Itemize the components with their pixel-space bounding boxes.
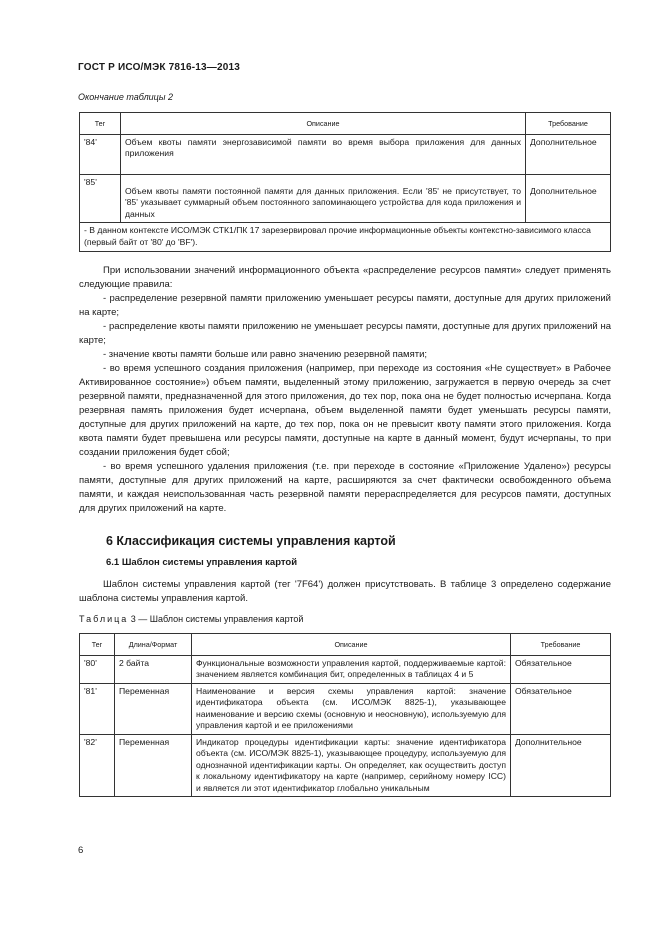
column-header-description: Описание (192, 634, 511, 656)
table-row (80, 174, 611, 223)
table-2 (79, 112, 611, 252)
row-requirement (526, 174, 611, 223)
row-tag: '85' (80, 174, 121, 223)
row-description: Наименование и версия схемы управления картой: значение идентификатора объекта (см. ИСО/МЭК 8825-1), указывающее наименование и версию схемы (основную и неосновную), используемую для управления картой и ее приложениями (192, 683, 511, 734)
row-requirement: Дополнительное (511, 734, 611, 797)
row-format: Переменная (115, 683, 192, 734)
row-format: 2 байта (115, 655, 192, 683)
table-2-note: - В данном контексте ИСО/МЭК СТК1/ПК 17 зарезервировал прочие информационные объекты контекстно-зависимого класса (первый байт от '80' до 'BF'). (80, 223, 611, 252)
section-title: 6 Классификация системы управления картой (106, 534, 396, 548)
table-row (80, 655, 611, 683)
row-requirement: Дополнительное (526, 134, 611, 174)
row-tag: '82' (80, 734, 115, 797)
rule-item: - значение квоты памяти больше или равно значению резервной памяти; (103, 349, 428, 360)
column-header-format: Длина/Формат (115, 634, 192, 656)
row-description-text: Объем квоты памяти энергозависимой памяти во время выбора приложения для данных приложения (125, 136, 521, 158)
column-header-description: Описание (121, 113, 526, 135)
table-3-header-row (80, 634, 611, 656)
table-2-header-row (80, 113, 611, 135)
row-spacer (530, 177, 606, 186)
row-tag: '84' (80, 134, 121, 174)
row-description: Индикатор процедуры идентификации карты: значение идентификатора объекта (см. ИСО/МЭК 8825-1), указывающее процедуру, используемую для однозначной идентификации карты. Он определяет, как осуществить доступ к локальному идентификатору на карте (например, серийному номеру ICC) и является ли этот идентификатор глобально уникальным (192, 734, 511, 797)
document-header: ГОСТ Р ИСО/МЭК 7816-13—2013 (78, 62, 241, 73)
row-tag: '80' (80, 655, 115, 683)
table-3-caption-prefix: Таблица (79, 614, 129, 624)
column-header-tag: Тег (80, 113, 121, 135)
table-note-row (80, 223, 611, 252)
rule-item: - во время успешного создания приложения (например, при переходе из состояния «Не существует» в Рабочее Активированное состояние») объем памяти, выделенный этому приложению, загружается в первую очередь за счет резервной памяти, предназначенной для этого приложения, до тех пор, пока она не будет полностью исчерпана. Когда резервная память приложения будет исчерпана, объем выделенной памяти будет уменьшать ресурсы памяти, доступные для других приложений на карте, до тех пор, пока он не превысит квоту памяти этого приложения. Когда квота памяти будет превышена или ресурсы памяти, доступные на карте в данный момент, будут исчерпаны, то при создании приложения будет сбой; (79, 363, 611, 458)
row-format: Переменная (115, 734, 192, 797)
column-header-requirement: Требование (526, 113, 611, 135)
rules-intro: При использовании значений информационного объекта «распределение ресурсов памяти» следует применять следующие правила: (79, 265, 611, 290)
table-row (80, 134, 611, 174)
table-3 (79, 633, 611, 797)
subsection-title: 6.1 Шаблон системы управления картой (106, 557, 298, 568)
section-paragraph-text: Шаблон системы управления картой (тег '7F64') должен присутствовать. В таблице 3 определено содержание шаблона системы управления картой. (79, 579, 611, 604)
memory-rules (79, 264, 611, 516)
row-spacer (125, 160, 521, 172)
rule-item: - во время успешного удаления приложения (т.е. при переходе в состояние «Приложение Удалено») ресурсы памяти, доступные для других приложений на карте, расширяются за счет фактически освобожденного объема памяти, и каждая неиспользованная часть резервной памяти перераспределяется для ресурсов памяти, доступных для других приложений на карте. (79, 461, 611, 514)
row-requirement-text: Дополнительное (530, 185, 597, 196)
table-row (80, 683, 611, 734)
section-paragraph (79, 578, 611, 606)
row-description-text: Объем квоты памяти постоянной памяти для данных приложения. Если '85' не присутствует, то '85' указывает суммарный объем постоянного запоминающего устройства для кода приложения и данных (125, 185, 521, 219)
table-row (80, 734, 611, 797)
column-header-tag: Тег (80, 634, 115, 656)
column-header-requirement: Требование (511, 634, 611, 656)
table-3-caption-text: 3 — Шаблон системы управления картой (128, 614, 304, 624)
rule-item: - распределение резервной памяти приложению уменьшает ресурсы памяти, доступные для других приложений на карте; (79, 293, 611, 318)
row-description (121, 174, 526, 223)
row-spacer (125, 177, 521, 186)
row-requirement: Обязательное (511, 655, 611, 683)
row-description: Функциональные возможности управления картой, поддерживаемые картой: значением является комбинация бит, определенных в таблицах 4 и 5 (192, 655, 511, 683)
row-description (121, 134, 526, 174)
page-number: 6 (78, 845, 84, 856)
table-3-caption (79, 614, 303, 624)
row-requirement: Обязательное (511, 683, 611, 734)
row-tag: '81' (80, 683, 115, 734)
rule-item: - распределение квоты памяти приложению не уменьшает ресурсы памяти, доступные для других приложений на карте; (79, 321, 611, 346)
table-2-caption: Окончание таблицы 2 (78, 92, 173, 102)
